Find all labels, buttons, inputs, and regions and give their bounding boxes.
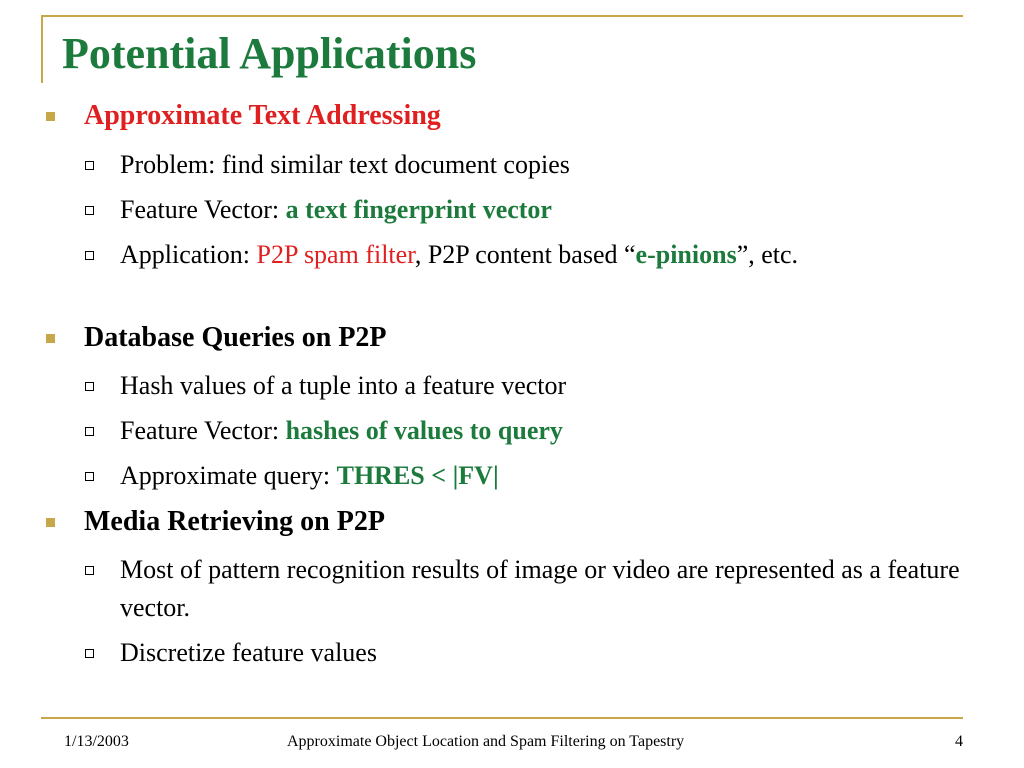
square-bullet-icon: [46, 112, 55, 121]
item-red-text: P2P spam filter: [256, 240, 415, 269]
footer-date: 1/13/2003: [64, 733, 129, 750]
item-prefix: Approximate query:: [120, 461, 337, 490]
item-prefix: Feature Vector:: [120, 416, 286, 445]
shadow-box-bullet-icon: [85, 427, 94, 436]
item-prefix: Feature Vector:: [120, 195, 286, 224]
section-heading-database-queries: [84, 322, 387, 354]
section-heading-label: Approximate Text Addressing: [84, 100, 441, 131]
shadow-box-bullet-icon: [85, 566, 94, 575]
list-item: [120, 412, 980, 450]
footer-page-number: 4: [955, 733, 963, 750]
shadow-box-bullet-icon: [85, 161, 94, 170]
section-heading-media-retrieving: [84, 506, 385, 538]
list-item: [120, 191, 980, 229]
item-prefix: Application:: [120, 240, 257, 269]
item-text: Hash values of a tuple into a feature vector: [120, 371, 567, 400]
slide-title: Potential Applications: [62, 29, 477, 78]
list-item: [120, 367, 980, 405]
frame-top-rule: [41, 15, 963, 17]
list-item: [120, 146, 980, 184]
list-item: [120, 236, 980, 274]
item-text: Most of pattern recognition results of image or video are represented as a feature vector.: [120, 555, 960, 622]
shadow-box-bullet-icon: [85, 649, 94, 658]
list-item: [120, 634, 980, 672]
item-suffix: ”, etc.: [736, 240, 799, 269]
section-heading-text-addressing: [84, 100, 441, 132]
section-heading-label: Database Queries on P2P: [84, 322, 387, 353]
item-highlight: a text fingerprint vector: [285, 195, 552, 224]
list-item: [120, 551, 980, 627]
list-item: [120, 457, 980, 495]
shadow-box-bullet-icon: [85, 251, 94, 260]
section-heading-label: Media Retrieving on P2P: [84, 506, 385, 537]
frame-left-rule: [41, 15, 43, 83]
square-bullet-icon: [46, 334, 55, 343]
footer-title: Approximate Object Location and Spam Filtering on Tapestry: [287, 733, 685, 750]
shadow-box-bullet-icon: [85, 382, 94, 391]
item-highlight: e-pinions: [635, 240, 737, 269]
shadow-box-bullet-icon: [85, 206, 94, 215]
footer-rule: [41, 717, 963, 719]
item-highlight: hashes of values to query: [285, 416, 563, 445]
item-text: Problem: find similar text document copies: [120, 150, 570, 179]
item-middle-text: , P2P content based “: [414, 240, 636, 269]
item-highlight: THRES < |FV|: [336, 461, 499, 490]
square-bullet-icon: [46, 518, 55, 527]
shadow-box-bullet-icon: [85, 472, 94, 481]
item-text: Discretize feature values: [120, 638, 377, 667]
